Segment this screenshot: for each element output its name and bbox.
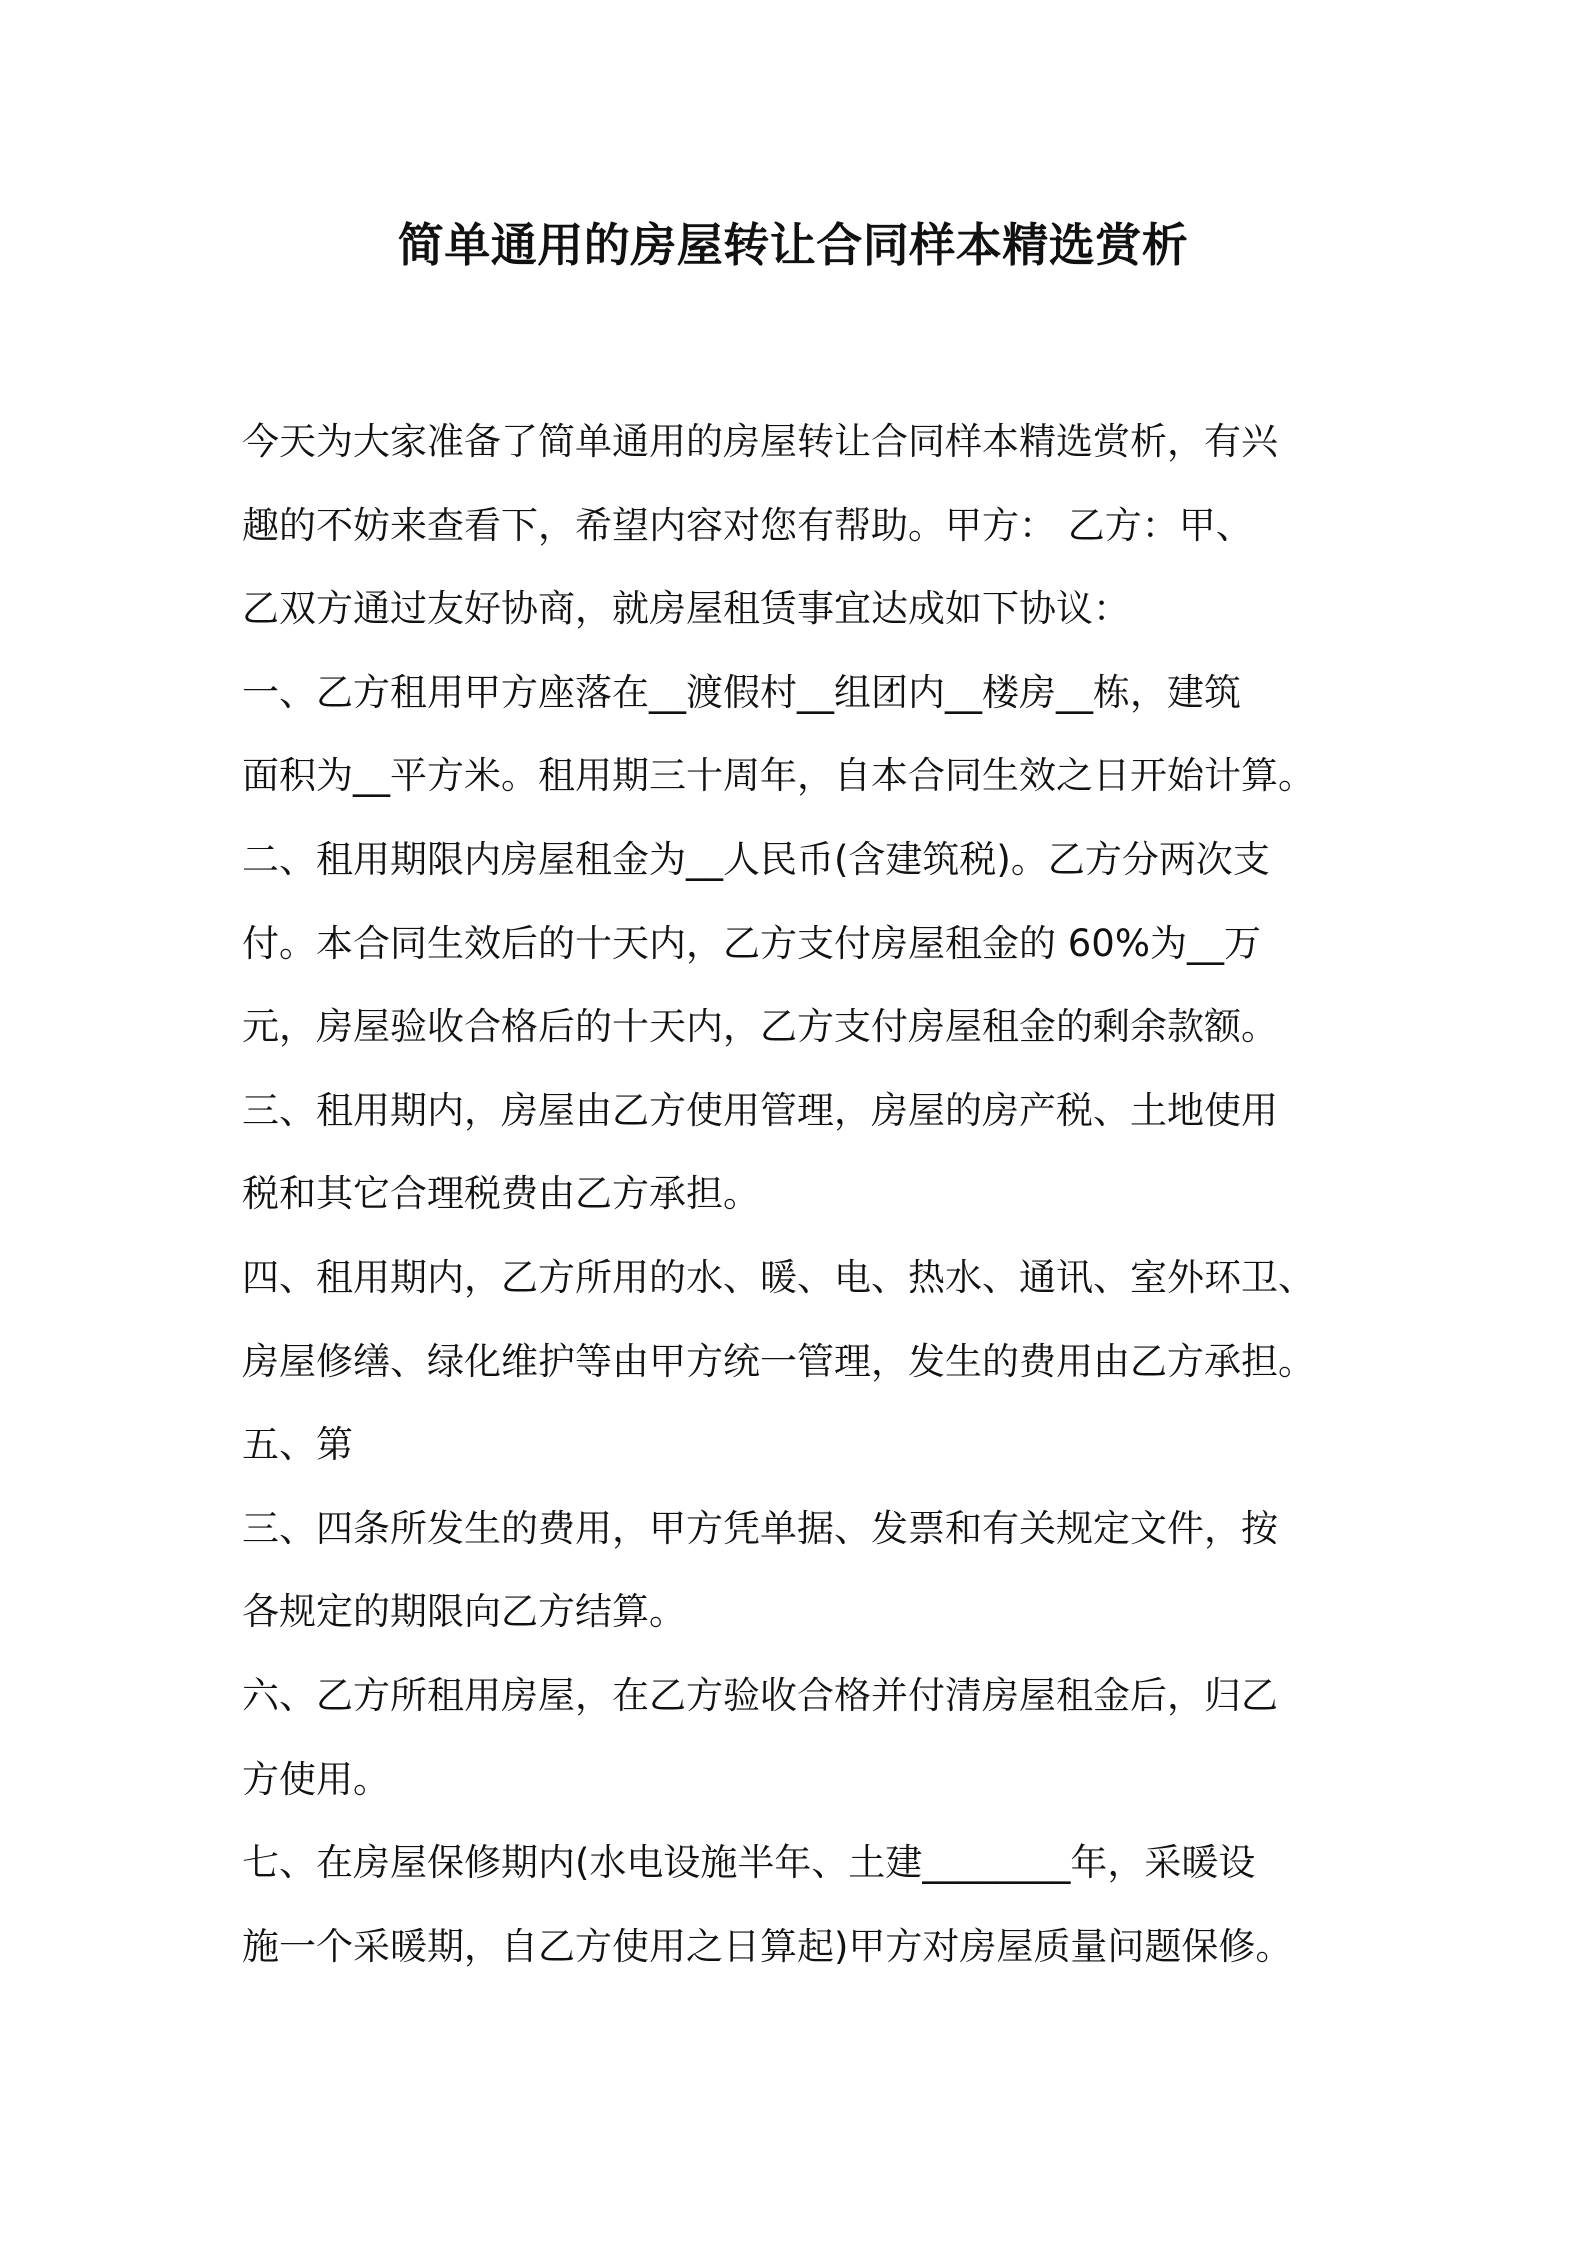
clause-5-line: 各规定的期限向乙方结算。 bbox=[242, 1590, 686, 1634]
clause-5-line: 五、第 bbox=[242, 1423, 353, 1467]
clause-5-line: 三、四条所发生的费用，甲方凭单据、发票和有关规定文件，按 bbox=[242, 1506, 1278, 1550]
body-line: 趣的不妨来查看下，希望内容对您有帮助。甲方： 乙方：甲、 bbox=[242, 503, 1253, 547]
document-body bbox=[242, 400, 1362, 1988]
clause-1-line: 面积为__平方米。租用期三十周年，自本合同生效之日开始计算。 bbox=[242, 754, 1315, 798]
clause-2-line: 付。本合同生效后的十天内，乙方支付房屋租金的 60%为__万 bbox=[242, 921, 1261, 965]
clause-3-line: 三、租用期内，房屋由乙方使用管理，房屋的房产税、土地使用 bbox=[242, 1088, 1278, 1132]
body-line: 今天为大家准备了简单通用的房屋转让合同样本精选赏析，有兴 bbox=[242, 420, 1278, 463]
clause-6-line: 六、乙方所租用房屋，在乙方验收合格并付清房屋租金后，归乙 bbox=[242, 1673, 1278, 1717]
clause-6-line: 方使用。 bbox=[242, 1757, 390, 1801]
document-title: 简单通用的房屋转让合同样本精选赏析 bbox=[397, 218, 1189, 272]
clause-3-line: 税和其它合理税费由乙方承担。 bbox=[242, 1172, 760, 1216]
clause-2-line: 元，房屋验收合格后的十天内，乙方支付房屋租金的剩余款额。 bbox=[242, 1005, 1278, 1049]
clause-2-line: 二、租用期限内房屋租金为__人民币(含建筑税)。乙方分两次支 bbox=[242, 837, 1270, 881]
clause-7-line: 七、在房屋保修期内(水电设施半年、土建________年，采暖设 bbox=[242, 1841, 1256, 1885]
clause-4-line: 房屋修缮、绿化维护等由甲方统一管理，发生的费用由乙方承担。 bbox=[242, 1339, 1315, 1383]
clause-7-line: 施一个采暖期，自乙方使用之日算起)甲方对房屋质量问题保修。 bbox=[242, 1924, 1293, 1968]
clause-4-line: 四、租用期内，乙方所用的水、暖、电、热水、通讯、室外环卫、 bbox=[242, 1255, 1315, 1299]
clause-1-line: 一、乙方租用甲方座落在__渡假村__组团内__楼房__栋，建筑 bbox=[242, 670, 1241, 714]
body-line: 乙双方通过友好协商，就房屋租赁事宜达成如下协议： bbox=[242, 587, 1130, 631]
